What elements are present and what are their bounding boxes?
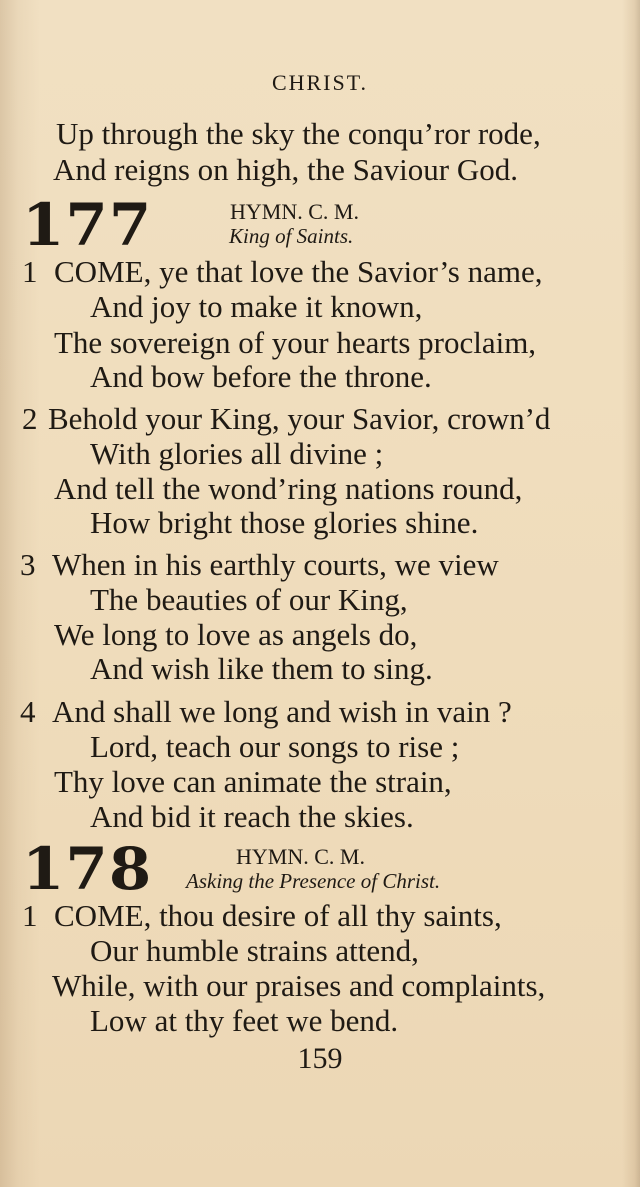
hymn-number: 177 xyxy=(22,191,153,259)
page-number: 159 xyxy=(297,1042,343,1075)
verse-number: 1 xyxy=(22,254,38,289)
verse-text: And shall we long and wish in vain ? xyxy=(52,694,512,729)
carryover-line: Up through the sky the conqu’ror rode, xyxy=(56,116,541,151)
verse-line: Thy love can animate the strain, xyxy=(54,764,452,799)
verse-text: Behold your King, your Savior, crown’d xyxy=(48,401,551,436)
verse-line: While, with our praises and complaints, xyxy=(52,968,546,1003)
verse-number: 1 xyxy=(22,898,38,933)
verse-text: COME, thou desire of all thy saints, xyxy=(54,898,502,933)
verse-line: Low at thy feet we bend. xyxy=(90,1003,399,1038)
verse-line: With glories all divine ; xyxy=(90,436,384,471)
verse-line: Our humble strains attend, xyxy=(90,933,419,968)
verse-line: The sovereign of your hearts proclaim, xyxy=(54,325,537,360)
verse-line: Lord, teach our songs to rise ; xyxy=(90,729,460,764)
verse-line: And wish like them to sing. xyxy=(90,651,433,686)
verse-line: We long to love as angels do, xyxy=(54,617,418,652)
verse-line xyxy=(20,548,499,582)
verse-line xyxy=(22,899,502,933)
verse-line: And bow before the throne. xyxy=(90,359,432,394)
page-edge-shadow xyxy=(622,0,640,1187)
verse-text: When in his earthly courts, we view xyxy=(52,547,499,582)
verse-line xyxy=(22,255,542,289)
hymn-title: Asking the Presence of Christ. xyxy=(186,869,441,893)
verse-number: 2 xyxy=(22,401,38,436)
verse-line: The beauties of our King, xyxy=(90,582,408,617)
hymn-meter: HYMN. C. M. xyxy=(236,844,365,869)
verse-line: And bid it reach the skies. xyxy=(90,799,414,834)
verse-line xyxy=(20,695,512,729)
verse-line: And tell the wond’ring nations round, xyxy=(54,471,523,506)
verse-text: COME, ye that love the Savior’s name, xyxy=(54,254,543,289)
verse-number: 3 xyxy=(20,547,36,582)
verse-number: 4 xyxy=(20,694,36,729)
verse-line xyxy=(22,402,550,436)
running-head: CHRIST. xyxy=(271,70,369,95)
carryover-line: And reigns on high, the Saviour God. xyxy=(53,152,518,187)
verse-line: And joy to make it known, xyxy=(90,289,423,324)
hymn-title: King of Saints. xyxy=(229,224,354,248)
hymn-meter: HYMN. C. M. xyxy=(230,199,359,224)
hymn-number: 178 xyxy=(22,835,153,903)
verse-line: How bright those glories shine. xyxy=(90,505,479,540)
